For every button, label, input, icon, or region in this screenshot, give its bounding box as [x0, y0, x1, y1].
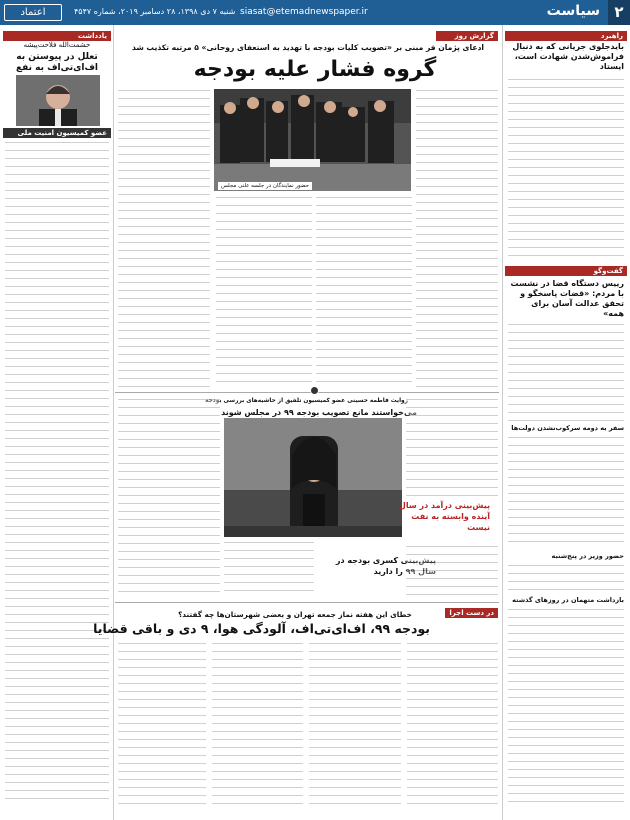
bottom-text-column: [407, 642, 498, 807]
bottom-text-column: [118, 642, 206, 807]
site-url[interactable]: siasat@etemadnewspaper.ir: [240, 7, 368, 17]
right-headline-2: رییس دستگاه قضا در نشست با مردم: «قضات پاسخگو و تحقق عدالت آسان برای همه»: [510, 279, 624, 318]
section-divider: [115, 392, 499, 393]
photo-caption: حضور نمایندگان در جلسه علنی مجلس: [218, 182, 312, 190]
date-line: شنبه ۷ دی ۱۳۹۸، ۲۸ دسامبر ۲۰۱۹، شماره ۴۵۴۷: [74, 7, 236, 16]
main-text-column: [118, 89, 210, 388]
main-headline: گروه فشار علیه بودجه: [193, 57, 437, 82]
interview-text-column: [406, 398, 498, 498]
main-kicker: ادعای پژمان فر مبنی بر «تصویب کلیات بودجه با تهدید به استعفای روحانی» ۵ مرتبه تکذیب شد: [131, 43, 485, 52]
section-divider: [115, 602, 499, 603]
interview-badge: [310, 386, 319, 395]
main-text-column: [216, 196, 312, 388]
right-text-5: [508, 608, 624, 807]
section-title: سیاست: [546, 3, 600, 19]
right-text-4: [508, 564, 624, 592]
right-subhead-2: حضور وزیر در پنج‌شنبه: [551, 552, 624, 560]
right-subhead-3: بازداشت متهمان در روزهای گذشته: [512, 596, 624, 604]
note-headline: تعلل در پیوستن به اف‌ای‌تی‌اف به نفع: [15, 52, 98, 74]
left-column-text: [5, 141, 109, 806]
interview-quote: پیش‌بینی کسری بودجه در سال ۹۹ را دارید: [335, 556, 436, 576]
right-headline-1: بایدجلوی جریانی که به دنبال فراموش‌شدن شهادت است، ایستاد: [512, 42, 624, 71]
interview-text-column: [406, 545, 498, 597]
author-strip: عضو کمیسیون امنیت ملی: [3, 128, 111, 138]
right-subhead-1: سفر به دومه سرکوب‌نشدن دولت‌ها: [511, 424, 624, 432]
interview-text-column: [224, 541, 314, 597]
main-text-column: [416, 89, 498, 388]
bottom-text-column: [212, 642, 303, 807]
bottom-strip: در دست اجرا: [445, 608, 498, 618]
column-divider: [502, 25, 503, 820]
interview-photo: [224, 418, 402, 537]
page-number: ۲: [608, 0, 630, 25]
interview-headline: می‌خواستند مانع تصویب بودجه ۹۹ در مجلس شوند: [221, 408, 417, 417]
interview-subhead: روایت فاطمه حسینی عضو کمیسیون تلفیق از حاشیه‌های بررسی بودجه: [205, 398, 408, 404]
masthead: [0, 0, 630, 25]
note-strip: یادداشت: [3, 31, 111, 41]
main-text-column: [316, 196, 412, 388]
right-text-2: [508, 323, 624, 421]
main-strip: گزارش روز: [436, 31, 498, 41]
bottom-text-column: [309, 642, 401, 807]
right-text-3: [508, 436, 624, 548]
author-name: حشمت‌الله فلاحت‌پیشه: [23, 41, 91, 49]
right-strip-mid: گفت‌وگو: [505, 266, 627, 276]
interview-quote: پیش‌بینی درآمد در سال آینده وابسته به نفت نیست: [398, 501, 490, 532]
author-photo: [16, 75, 100, 126]
newspaper-logo: اعتماد: [4, 4, 62, 21]
bottom-headline: بودجه ۹۹، اف‌ای‌تی‌اف، آلودگی هوا، ۹ دی و باقی قضایا: [93, 621, 430, 636]
right-text-1: [508, 78, 624, 261]
main-photo: [214, 89, 411, 191]
column-divider: [113, 25, 114, 820]
interview-text-column: [118, 398, 220, 597]
right-strip-top: راهبرد: [505, 31, 627, 41]
bottom-kicker: خطای این هفته نماز جمعه تهران و بعضی شهرستان‌ها چه گفتند؟: [178, 610, 412, 619]
